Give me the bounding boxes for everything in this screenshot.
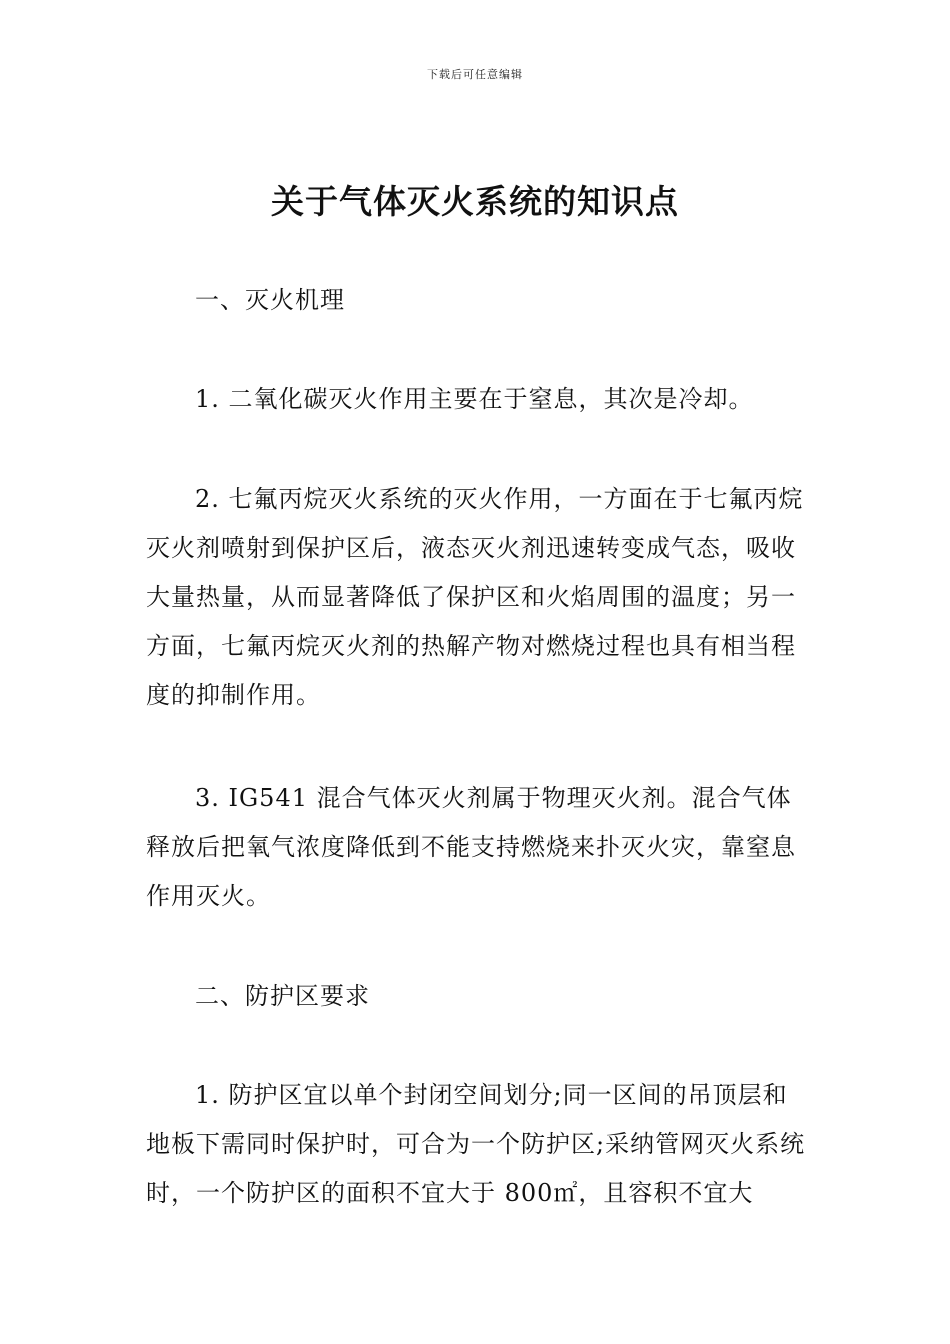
paragraph-ig541: 3. IG541 混合气体灭火剂属于物理灭火剂。混合气体释放后把氧气浓度降低到不能支持燃烧来扑灭火灾，靠窒息作用灭火。 [146, 784, 796, 910]
section-heading-protection-zone: 二、防护区要求 [195, 982, 370, 1010]
paragraph-co2: 1. 二氧化碳灭火作用主要在于窒息，其次是冷却。 [195, 385, 754, 413]
paragraph-hfc227: 2. 七氟丙烷灭火系统的灭火作用，一方面在于七氟丙烷灭火剂喷射到保护区后，液态灭火剂迅速转变成气态，吸收大量热量，从而显著降低了保护区和火焰周围的温度；另一方面，七氟丙烷灭火剂的热解产物对燃烧过程也具有相当程度的抑制作用。 [146, 485, 804, 709]
section-heading-mechanism: 一、灭火机理 [195, 286, 345, 314]
paragraph-zone-division: 1. 防护区宜以单个封闭空间划分;同一区间的吊顶层和地板下需同时保护时，可合为一个防护区;采纳管网灭火系统时，一个防护区的面积不宜大于 800㎡，且容积不宜大 [146, 1081, 806, 1207]
header-note: 下载后可任意编辑 [427, 68, 523, 81]
document-title: 关于气体灭火系统的知识点 [271, 182, 679, 221]
